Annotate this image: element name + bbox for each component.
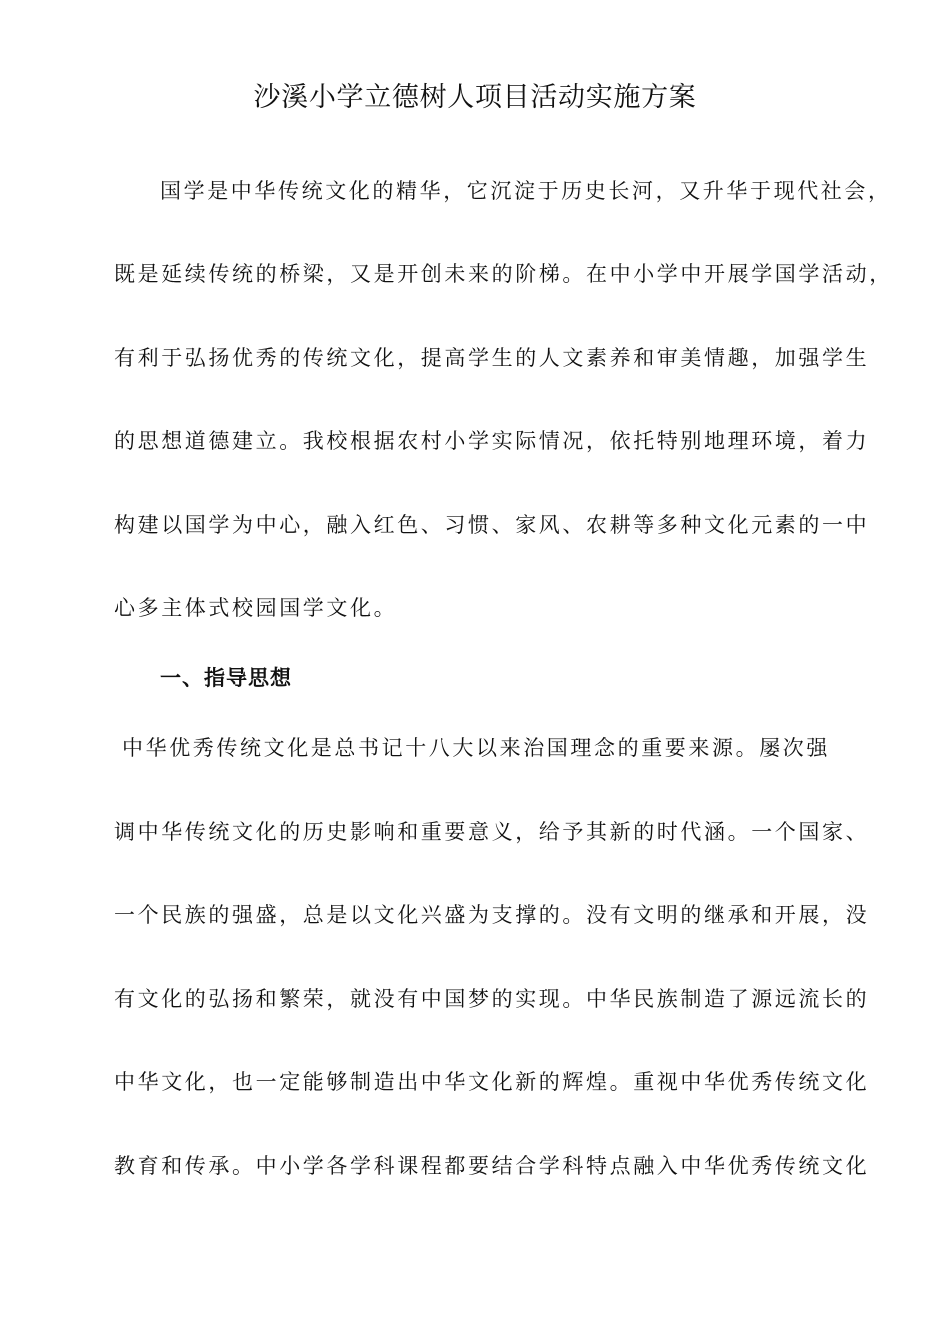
intro-line: 的思想道德建立。我校根据农村小学实际情况，依托特别地理环境，着力: [114, 429, 870, 453]
intro-line: 国学是中华传统文化的精华，它沉淀于历史长河，又升华于现代社会，: [160, 179, 892, 203]
section-line: 有文化的弘扬和繁荣，就没有中国梦的实现。中华民族制造了源远流长的: [114, 987, 870, 1011]
section-line: 中华优秀传统文化是总书记十八大以来治国理念的重要来源。屡次强: [122, 736, 830, 760]
intro-line: 有利于弘扬优秀的传统文化，提高学生的人文素养和审美情趣，加强学生: [114, 346, 870, 370]
section-heading-guiding-thought: 一、指导思想: [160, 665, 292, 690]
section-line: 一个民族的强盛，总是以文化兴盛为支撑的。没有文明的继承和开展，没: [114, 903, 870, 927]
document-title: 沙溪小学立德树人项目活动实施方案: [253, 82, 697, 113]
intro-line: 既是延续传统的桥梁，又是开创未来的阶梯。在中小学中开展学国学活动，: [114, 262, 893, 286]
intro-line: 构建以国学为中心，融入红色、习惯、家风、农耕等多种文化元素的一中: [114, 513, 870, 537]
section-line: 中华文化，也一定能够制造出中华文化新的辉煌。重视中华优秀传统文化: [114, 1070, 870, 1094]
intro-line: 心多主体式校园国学文化。: [114, 596, 398, 620]
section-line: 调中华传统文化的历史影响和重要意义，给予其新的时代涵。一个国家、: [114, 820, 870, 844]
section-line: 教育和传承。中小学各学科课程都要结合学科特点融入中华优秀传统文化: [114, 1154, 870, 1178]
